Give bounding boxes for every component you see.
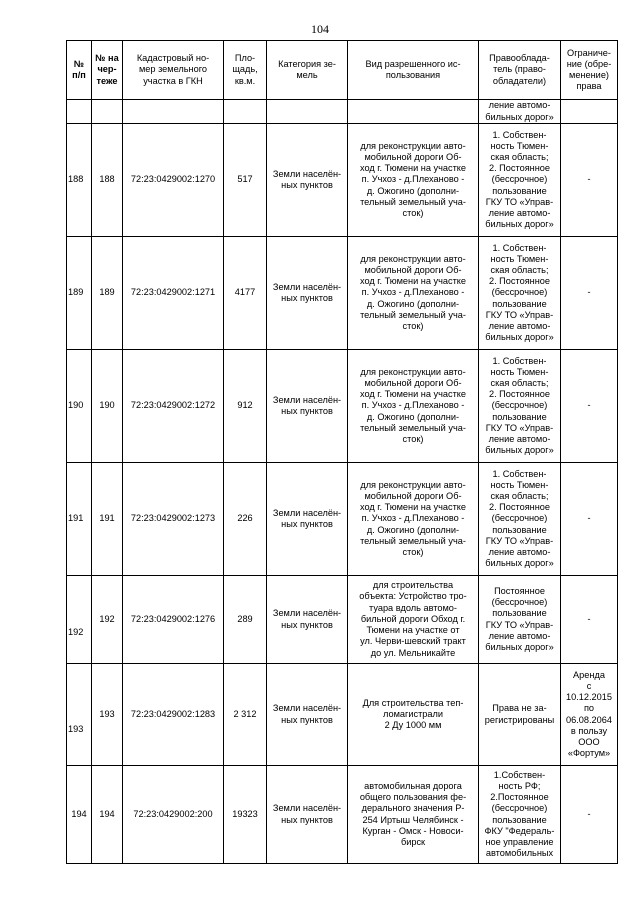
row-number-cell: 188 xyxy=(67,124,92,237)
header-right-holder: Правооблада- тель (право- обладатели) xyxy=(479,41,561,100)
category-cell: Земли населён- ных пунктов xyxy=(267,350,348,463)
holder-cell: 1.Собствен- ность РФ; 2.Постоянное (бессрочное) пользование ФКУ "Федераль- ное управление автомобильных xyxy=(479,766,561,864)
cadastral-cell: 72:23:0429002:1272 xyxy=(123,350,224,463)
table-row xyxy=(67,576,618,664)
header-row-number: № п/п xyxy=(67,41,92,100)
table-row xyxy=(67,124,618,237)
cadastral-cell: 72:23:0429002:1270 xyxy=(123,124,224,237)
table-row xyxy=(67,664,618,766)
use-cell: для реконструкции авто- мобильной дороги Об- ход г. Тюмени на участке п. Учхоз - д.Плеханово - д. Ожогино (дополни- тельный земельный уча- сток) xyxy=(348,350,479,463)
holder-cell: Постоянное (бессрочное) пользование ГКУ ТО «Управ- ление автомо- бильных дорог» xyxy=(479,576,561,664)
area-cell: 226 xyxy=(224,463,267,576)
cadastral-cell: 72:23:0429002:1271 xyxy=(123,237,224,350)
area-cell: 4177 xyxy=(224,237,267,350)
row-number-cell: 189 xyxy=(67,237,92,350)
table-row-carry-over xyxy=(67,100,618,124)
area-cell: 517 xyxy=(224,124,267,237)
drawing-number-cell: 191 xyxy=(92,463,123,576)
drawing-number-cell: 194 xyxy=(92,766,123,864)
drawing-number-cell: 192 xyxy=(92,576,123,664)
carry-over-holder-cell: ление автомо- бильных дорог» xyxy=(479,100,561,124)
category-cell: Земли населён- ных пунктов xyxy=(267,766,348,864)
row-number-cell: 194 xyxy=(67,766,92,864)
row-number-cell: 193 xyxy=(67,664,92,766)
row-number-cell: 190 xyxy=(67,350,92,463)
header-restriction: Ограниче- ние (обре- менение) права xyxy=(561,41,618,100)
area-cell: 289 xyxy=(224,576,267,664)
row-number-cell: 192 xyxy=(67,576,92,664)
area-cell: 19323 xyxy=(224,766,267,864)
use-cell: для реконструкции авто- мобильной дороги Об- ход г. Тюмени на участке п. Учхоз - д.Плеханово - д. Ожогино (дополни- тельный земельный уча- сток) xyxy=(348,124,479,237)
header-area: Пло- щадь, кв.м. xyxy=(224,41,267,100)
header-drawing-number: № на чер- теже xyxy=(92,41,123,100)
category-cell: Земли населён- ных пунктов xyxy=(267,124,348,237)
category-cell: Земли населён- ных пунктов xyxy=(267,463,348,576)
restriction-cell: - xyxy=(561,766,618,864)
land-plots-table xyxy=(66,40,618,864)
header-permitted-use: Вид разрешенного ис- пользования xyxy=(348,41,479,100)
drawing-number-cell: 193 xyxy=(92,664,123,766)
cadastral-cell: 72:23:0429002:1283 xyxy=(123,664,224,766)
restriction-cell: - xyxy=(561,576,618,664)
drawing-number-cell: 189 xyxy=(92,237,123,350)
header-land-category: Категория зе- мель xyxy=(267,41,348,100)
area-cell: 2 312 xyxy=(224,664,267,766)
cadastral-cell: 72:23:0429002:1273 xyxy=(123,463,224,576)
use-cell: для строительства объекта: Устройство тро- туара вдоль автомо- бильной дороги Обход г. Тюмени на участке от ул. Черви-шевский тракт до ул. Мельникайте xyxy=(348,576,479,664)
page-number: 104 xyxy=(311,22,329,36)
use-cell: для реконструкции авто- мобильной дороги Об- ход г. Тюмени на участке п. Учхоз - д.Плеханово - д. Ожогино (дополни- тельный земельный уча- сток) xyxy=(348,463,479,576)
category-cell: Земли населён- ных пунктов xyxy=(267,664,348,766)
cadastral-cell: 72:23:0429002:200 xyxy=(123,766,224,864)
drawing-number-cell: 188 xyxy=(92,124,123,237)
use-cell: Для строительства теп- ломагистрали 2 Ду 1000 мм xyxy=(348,664,479,766)
holder-cell: 1. Собствен- ность Тюмен- ская область; 2. Постоянное (бессрочное) пользование ГКУ ТО «Управ- ление автомо- бильных дорог» xyxy=(479,350,561,463)
category-cell: Земли населён- ных пунктов xyxy=(267,237,348,350)
restriction-cell: - xyxy=(561,463,618,576)
use-cell: автомобильная дорога общего пользования фе- дерального значения Р- 254 Иртыш Челябинск - Курган - Омск - Новоси- бирск xyxy=(348,766,479,864)
restriction-cell: - xyxy=(561,350,618,463)
holder-cell: 1. Собствен- ность Тюмен- ская область; 2. Постоянное (бессрочное) пользование ГКУ ТО «Управ- ление автомо- бильных дорог» xyxy=(479,463,561,576)
restriction-cell: - xyxy=(561,124,618,237)
table-header-row xyxy=(67,41,618,100)
table-row xyxy=(67,463,618,576)
restriction-cell: - xyxy=(561,237,618,350)
table-row xyxy=(67,766,618,864)
table-row xyxy=(67,237,618,350)
area-cell: 912 xyxy=(224,350,267,463)
cadastral-cell: 72:23:0429002:1276 xyxy=(123,576,224,664)
category-cell: Земли населён- ных пунктов xyxy=(267,576,348,664)
restriction-cell: Аренда с 10.12.2015 по 06.08.2064 в пользу ООО «Фортум» xyxy=(561,664,618,766)
holder-cell: 1. Собствен- ность Тюмен- ская область; 2. Постоянное (бессрочное) пользование ГКУ ТО «Управ- ление автомо- бильных дорог» xyxy=(479,237,561,350)
holder-cell: 1. Собствен- ность Тюмен- ская область; 2. Постоянное (бессрочное) пользование ГКУ ТО «Управ- ление автомо- бильных дорог» xyxy=(479,124,561,237)
header-cadastral-number: Кадастровый но- мер земельного участка в ГКН xyxy=(123,41,224,100)
row-number-cell: 191 xyxy=(67,463,92,576)
holder-cell: Права не за- регистрированы xyxy=(479,664,561,766)
drawing-number-cell: 190 xyxy=(92,350,123,463)
use-cell: для реконструкции авто- мобильной дороги Об- ход г. Тюмени на участке п. Учхоз - д.Плеханово - д. Ожогино (дополни- тельный земельный уча- сток) xyxy=(348,237,479,350)
table-row xyxy=(67,350,618,463)
